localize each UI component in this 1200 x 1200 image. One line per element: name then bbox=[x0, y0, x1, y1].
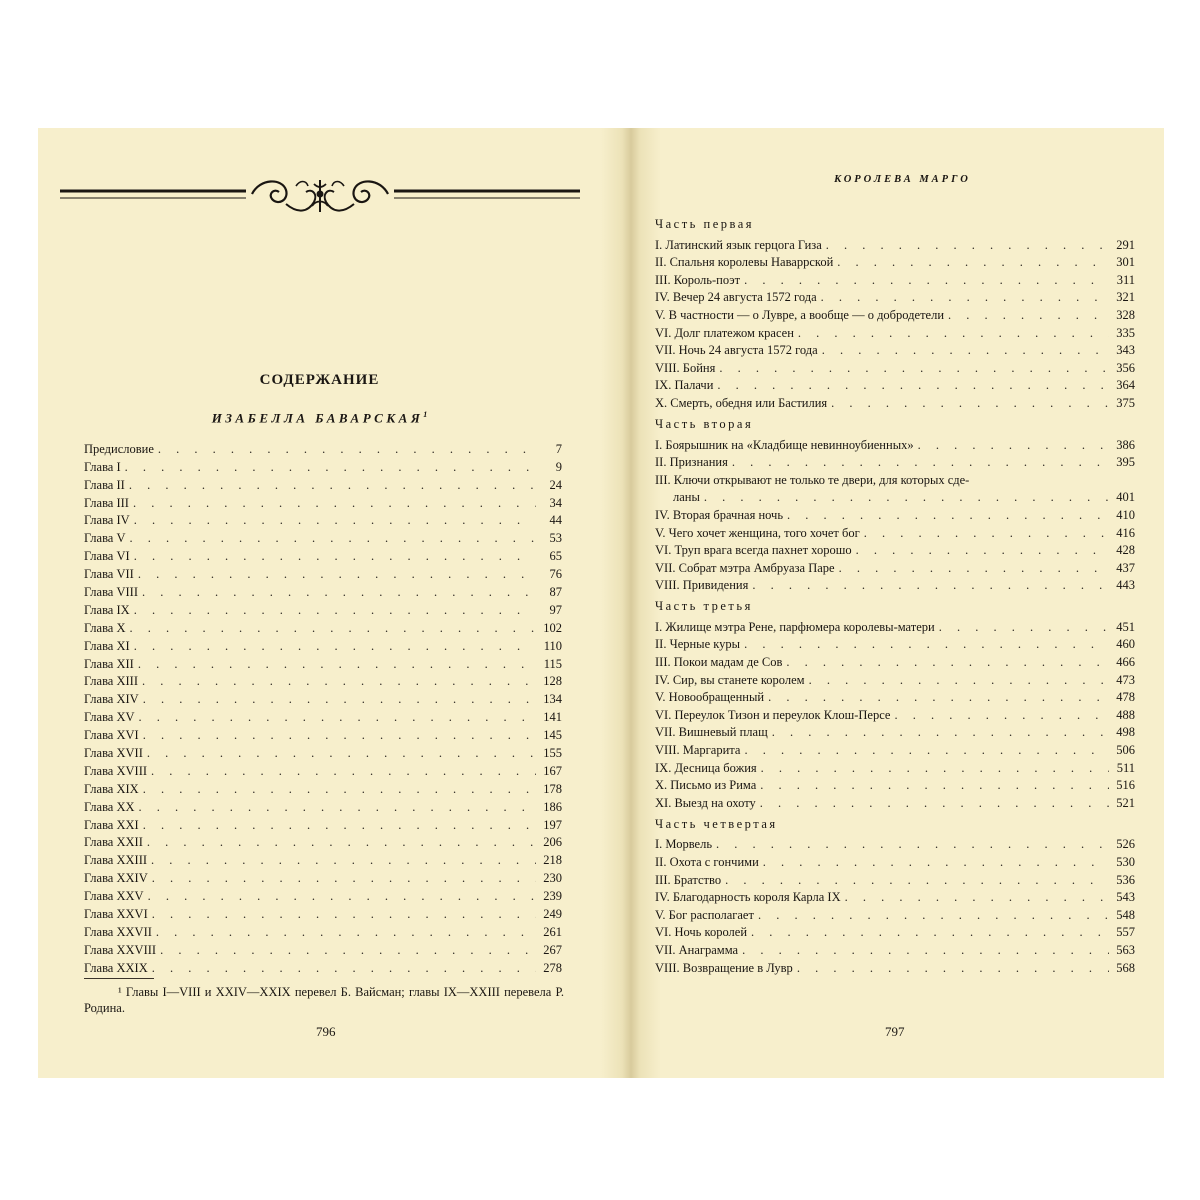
toc-entry-label: VIII. Маргарита bbox=[655, 743, 741, 758]
toc-entry-page: 206 bbox=[543, 835, 562, 850]
toc-entry bbox=[84, 724, 562, 742]
page-number-left: 796 bbox=[316, 1024, 336, 1039]
dot-leader bbox=[151, 764, 536, 778]
dot-leader bbox=[761, 761, 1109, 775]
toc-entry-page: 375 bbox=[1116, 395, 1135, 410]
toc-entry bbox=[655, 616, 1135, 634]
toc-entry-label: II. Спальня королевы Наваррской bbox=[655, 255, 834, 270]
dot-leader bbox=[160, 943, 536, 957]
toc-entry bbox=[655, 757, 1135, 775]
toc-entry bbox=[655, 357, 1135, 375]
toc-entry-page: 167 bbox=[543, 763, 562, 778]
dot-leader bbox=[760, 796, 1109, 810]
right-page bbox=[641, 128, 1164, 1078]
left-page bbox=[38, 128, 601, 1078]
toc-entry-page: 563 bbox=[1116, 942, 1135, 957]
dot-leader bbox=[798, 326, 1109, 340]
toc-entry bbox=[655, 869, 1135, 887]
toc-entry-page: 364 bbox=[1116, 378, 1135, 393]
toc-entry-label: Глава XXIV bbox=[84, 871, 148, 886]
toc-entry-label: Глава VII bbox=[84, 567, 134, 582]
dot-leader bbox=[130, 621, 536, 635]
toc-entry bbox=[655, 939, 1135, 957]
toc-entry-page: 451 bbox=[1116, 619, 1135, 634]
toc-entry-label: Глава XXV bbox=[84, 889, 144, 904]
toc-entry bbox=[655, 634, 1135, 652]
toc-entry-page: 249 bbox=[543, 907, 562, 922]
dot-leader bbox=[156, 925, 536, 939]
toc-entry-page: 301 bbox=[1116, 255, 1135, 270]
toc-entry-page: 291 bbox=[1116, 237, 1135, 252]
dot-leader bbox=[719, 361, 1109, 375]
toc-entry-label: Глава XX bbox=[84, 799, 135, 814]
toc-entry-page: 466 bbox=[1116, 655, 1135, 670]
toc-entry-page: 134 bbox=[543, 692, 562, 707]
dot-leader bbox=[152, 871, 536, 885]
dot-leader bbox=[143, 818, 536, 832]
dot-leader bbox=[918, 438, 1109, 452]
toc-entry bbox=[655, 434, 1135, 452]
toc-entry-page: 443 bbox=[1116, 578, 1135, 593]
dot-leader bbox=[732, 455, 1109, 469]
toc-entry-page: 44 bbox=[549, 513, 562, 528]
toc-entry-label: IV. Вторая брачная ночь bbox=[655, 507, 784, 522]
toc-entry-label: Глава XXVII bbox=[84, 924, 152, 939]
toc-entry-label: Глава IX bbox=[84, 602, 130, 617]
toc-entry-label: VIII. Привидения bbox=[655, 578, 749, 593]
toc-entry-label: Глава XXI bbox=[84, 817, 139, 832]
toc-entry-page: 335 bbox=[1116, 325, 1135, 340]
footnote-rule bbox=[84, 978, 154, 979]
toc-entry-page: 115 bbox=[543, 656, 562, 671]
toc-entry bbox=[655, 340, 1135, 358]
toc-entry-page: 536 bbox=[1116, 872, 1135, 887]
toc-entry-page: 267 bbox=[543, 942, 562, 957]
toc-entry-label: Глава XVIII bbox=[84, 763, 148, 778]
toc-entry-label: I. Жилище мэтра Рене, парфюмера королевы-матери bbox=[655, 619, 935, 634]
toc-entry-label: III. Ключи открывают не только те двери, для которых сде- bbox=[655, 472, 970, 487]
toc-entry-page: 473 bbox=[1116, 672, 1135, 687]
toc-entry-label: Глава XXIX bbox=[84, 960, 148, 975]
dot-leader bbox=[130, 531, 536, 545]
toc-entry-label: VII. Собрат мэтра Амбруаза Паре bbox=[655, 560, 835, 575]
dot-leader bbox=[744, 743, 1109, 757]
toc-entry-page: 102 bbox=[543, 620, 562, 635]
toc-entry-label: VI. Переулок Тизон и переулок Клош-Персе bbox=[655, 707, 891, 722]
dot-leader bbox=[894, 708, 1109, 722]
toc-title: СОДЕРЖАНИЕ bbox=[259, 372, 380, 388]
toc-entry-label: VIII. Возвращение в Лувр bbox=[655, 960, 793, 975]
dot-leader bbox=[147, 835, 536, 849]
toc-entry-label: Глава XXVIII bbox=[84, 942, 157, 957]
toc-entry-label: Глава V bbox=[84, 531, 126, 546]
toc-entry-label: I. Морвель bbox=[655, 837, 713, 852]
toc-entry-label: Глава II bbox=[84, 477, 125, 492]
toc-entry bbox=[655, 722, 1135, 740]
toc-entry-page: 110 bbox=[543, 638, 562, 653]
toc-entry-label: Глава XI bbox=[84, 638, 130, 653]
toc-entry-label: Глава XV bbox=[84, 710, 135, 725]
book-title-text: ИЗАБЕЛЛА БАВАРСКАЯ bbox=[211, 410, 424, 426]
toc-entry-label: I. Боярышник на «Кладбище невинноубиенных» bbox=[655, 437, 914, 452]
toc-entry-page: 343 bbox=[1116, 343, 1135, 358]
dot-leader bbox=[744, 637, 1109, 651]
toc-entry-page: 65 bbox=[549, 549, 562, 564]
dot-leader bbox=[845, 890, 1109, 904]
toc-entry bbox=[84, 510, 562, 528]
toc-entry-page: 521 bbox=[1116, 795, 1135, 810]
toc-entry-page: 239 bbox=[543, 889, 562, 904]
toc-entry-page: 278 bbox=[543, 960, 562, 975]
toc-entry bbox=[84, 885, 562, 903]
dot-leader bbox=[143, 692, 536, 706]
part-title: Часть третья bbox=[655, 599, 753, 614]
toc-entry bbox=[84, 832, 562, 850]
toc-entry bbox=[655, 957, 1135, 975]
toc-entry-page: 178 bbox=[543, 781, 562, 796]
toc-entry bbox=[84, 438, 562, 456]
dot-leader bbox=[856, 543, 1109, 557]
toc-entry-page: 488 bbox=[1116, 707, 1135, 722]
toc-entry-label: Глава XXVI bbox=[84, 907, 148, 922]
dot-leader bbox=[744, 273, 1109, 287]
dot-leader bbox=[151, 853, 536, 867]
toc-entry bbox=[655, 322, 1135, 340]
left-toc-list bbox=[84, 438, 562, 975]
dot-leader bbox=[134, 513, 536, 527]
dot-leader bbox=[158, 442, 536, 456]
dot-leader bbox=[142, 585, 536, 599]
toc-entry-label: Глава XVI bbox=[84, 728, 139, 743]
toc-entry-label: IV. Вечер 24 августа 1572 года bbox=[655, 290, 817, 305]
toc-entry-page: 395 bbox=[1116, 455, 1135, 470]
toc-entry-label: VIII. Бойня bbox=[655, 360, 716, 375]
dot-leader bbox=[864, 526, 1109, 540]
dot-leader bbox=[758, 908, 1109, 922]
dot-leader bbox=[752, 578, 1109, 592]
dot-leader bbox=[797, 961, 1109, 975]
dot-leader bbox=[139, 710, 536, 724]
dot-leader bbox=[139, 800, 536, 814]
dot-leader bbox=[839, 561, 1109, 575]
toc-entry bbox=[84, 921, 562, 939]
toc-entry bbox=[655, 834, 1135, 852]
toc-entry bbox=[84, 599, 562, 617]
toc-entry-page: 128 bbox=[543, 674, 562, 689]
toc-entry-label: VI. Труп врага всегда пахнет хорошо bbox=[655, 543, 852, 558]
toc-entry-label: IX. Десница божия bbox=[655, 760, 757, 775]
toc-entry-label: V. В частности — о Лувре, а вообще — о добродетели bbox=[655, 307, 945, 322]
dot-leader bbox=[134, 639, 536, 653]
book-spread bbox=[38, 128, 1164, 1078]
dot-leader bbox=[751, 925, 1109, 939]
footnote: ¹ Главы I—VIII и XXIV—XXIX перевел Б. Вайсман; главы IX—XXIII перевела Р. Родина. bbox=[84, 985, 564, 1015]
toc-entry-page: 410 bbox=[1116, 507, 1135, 522]
toc-entry-label: Глава XII bbox=[84, 656, 134, 671]
toc-entry-page: 428 bbox=[1116, 543, 1135, 558]
dot-leader bbox=[717, 378, 1109, 392]
dot-leader bbox=[147, 746, 536, 760]
toc-entry-page: 141 bbox=[543, 710, 562, 725]
toc-entry-label: Глава XIII bbox=[84, 674, 138, 689]
toc-entry-page: 24 bbox=[549, 477, 562, 492]
part-title: Часть первая bbox=[655, 217, 755, 231]
toc-entry-page: 401 bbox=[1116, 490, 1135, 505]
dot-leader bbox=[837, 255, 1109, 269]
toc-entry-label: III. Король-поэт bbox=[655, 272, 741, 287]
toc-entry bbox=[655, 739, 1135, 757]
dot-leader bbox=[133, 496, 536, 510]
toc-entry-page: 53 bbox=[549, 531, 562, 546]
toc-entry-page: 97 bbox=[549, 602, 562, 617]
toc-entry bbox=[84, 939, 562, 957]
toc-entry-page: 557 bbox=[1116, 925, 1135, 940]
toc-entry-label: III. Братство bbox=[655, 872, 722, 887]
toc-entry bbox=[84, 957, 562, 975]
page-number-right: 797 bbox=[885, 1024, 905, 1039]
toc-entry-page: 155 bbox=[543, 746, 562, 761]
toc-entry bbox=[84, 545, 562, 563]
dot-leader bbox=[152, 907, 536, 921]
dot-leader bbox=[704, 490, 1109, 504]
toc-entry bbox=[84, 492, 562, 510]
running-head: КОРОЛЕВА МАРГО bbox=[834, 174, 971, 185]
toc-entry-label: X. Смерть, обедня или Бастилия bbox=[655, 395, 828, 410]
toc-entry-label: Глава XVII bbox=[84, 746, 143, 761]
toc-entry-page: 511 bbox=[1116, 760, 1135, 775]
dot-leader bbox=[142, 674, 536, 688]
dot-leader bbox=[822, 343, 1109, 357]
toc-entry-label: Глава XXII bbox=[84, 835, 143, 850]
toc-entry-label: VII. Анаграмма bbox=[655, 942, 739, 957]
toc-entry bbox=[655, 792, 1135, 810]
toc-entry-page: 526 bbox=[1116, 837, 1135, 852]
toc-entry-label: Глава X bbox=[84, 620, 126, 635]
footnote-marker: 1 bbox=[423, 410, 428, 419]
toc-entry bbox=[84, 688, 562, 706]
toc-entry-label: II. Признания bbox=[655, 455, 728, 470]
toc-entry-label: VII. Вишневый плащ bbox=[655, 725, 768, 740]
toc-entry-label: IV. Сир, вы станете королем bbox=[655, 672, 805, 687]
dot-leader bbox=[831, 396, 1109, 410]
toc-entry bbox=[84, 456, 562, 474]
dot-leader bbox=[772, 725, 1109, 739]
toc-entry-label: X. Письмо из Рима bbox=[655, 778, 757, 793]
dot-leader bbox=[826, 238, 1109, 252]
dot-leader bbox=[138, 567, 536, 581]
toc-entry-label: XI. Выезд на охоту bbox=[655, 795, 756, 810]
toc-entry-page: 543 bbox=[1116, 890, 1135, 905]
toc-entry bbox=[655, 504, 1135, 522]
toc-entry bbox=[655, 452, 1135, 470]
toc-entry-page: 321 bbox=[1116, 290, 1135, 305]
toc-entry-page: 460 bbox=[1116, 637, 1135, 652]
toc-entry-label: III. Покои мадам де Сов bbox=[655, 655, 783, 670]
toc-entry-page: 568 bbox=[1116, 960, 1135, 975]
toc-entry-label: VII. Ночь 24 августа 1572 года bbox=[655, 343, 818, 358]
toc-entry-page: 416 bbox=[1116, 525, 1135, 540]
toc-entry-label: V. Бог располагает bbox=[655, 907, 754, 922]
toc-entry-label: IV. Благодарность короля Карла IX bbox=[655, 890, 841, 905]
dot-leader bbox=[143, 728, 536, 742]
toc-entry bbox=[84, 867, 562, 885]
toc-entry bbox=[655, 575, 1135, 593]
dot-leader bbox=[152, 961, 536, 975]
dot-leader bbox=[768, 690, 1109, 704]
dot-leader bbox=[138, 657, 536, 671]
toc-entry-page: 87 bbox=[549, 585, 562, 600]
toc-entry-label: Глава IV bbox=[84, 513, 130, 528]
toc-entry-label: II. Охота с гончими bbox=[655, 855, 759, 869]
toc-entry-label: VI. Долг платежом красен bbox=[655, 325, 794, 340]
dot-leader bbox=[148, 889, 536, 903]
dot-leader bbox=[786, 655, 1109, 669]
toc-entry bbox=[655, 392, 1135, 410]
toc-entry-page: 7 bbox=[555, 441, 562, 456]
toc-entry bbox=[655, 287, 1135, 305]
toc-entry-page: 478 bbox=[1116, 690, 1135, 705]
toc-entry-page: 356 bbox=[1116, 360, 1135, 375]
toc-entry-label: V. Чего хочет женщина, того хочет бог bbox=[655, 525, 860, 540]
dot-leader bbox=[763, 855, 1109, 869]
toc-entry bbox=[84, 474, 562, 492]
toc-entry bbox=[655, 887, 1135, 905]
toc-entry bbox=[655, 540, 1135, 558]
toc-entry bbox=[655, 234, 1135, 252]
toc-entry-page: 311 bbox=[1116, 272, 1135, 287]
toc-entry bbox=[655, 922, 1135, 940]
toc-entry bbox=[655, 775, 1135, 793]
toc-entry-label: Глава XXIII bbox=[84, 853, 148, 868]
toc-entry bbox=[655, 375, 1135, 393]
toc-entry bbox=[655, 704, 1135, 722]
toc-entry bbox=[84, 796, 562, 814]
toc-entry bbox=[84, 653, 562, 671]
dot-leader bbox=[821, 290, 1109, 304]
toc-entry bbox=[84, 849, 562, 867]
toc-entry-page: 186 bbox=[543, 799, 562, 814]
toc-entry bbox=[655, 669, 1135, 687]
part-title: Часть четвертая bbox=[655, 816, 778, 831]
toc-entry bbox=[655, 851, 1135, 869]
toc-entry bbox=[655, 557, 1135, 575]
dot-leader bbox=[787, 508, 1109, 522]
toc-entry bbox=[655, 252, 1135, 270]
dot-leader bbox=[134, 603, 536, 617]
toc-entry bbox=[655, 904, 1135, 922]
toc-entry bbox=[84, 617, 562, 635]
toc-entry-page: 386 bbox=[1116, 437, 1135, 452]
toc-entry-page: 548 bbox=[1116, 907, 1135, 922]
toc-entry-page: 498 bbox=[1116, 725, 1135, 740]
toc-entry-label: Глава III bbox=[84, 495, 129, 510]
toc-entry bbox=[655, 269, 1135, 287]
toc-entry bbox=[655, 522, 1135, 540]
dot-leader bbox=[716, 837, 1109, 851]
toc-entry-label: ланы bbox=[673, 490, 700, 505]
toc-entry bbox=[84, 760, 562, 778]
toc-entry bbox=[84, 778, 562, 796]
toc-entry bbox=[84, 563, 562, 581]
toc-entry bbox=[84, 635, 562, 653]
toc-entry-page: 437 bbox=[1116, 560, 1135, 575]
toc-entry bbox=[84, 706, 562, 724]
toc-entry-page: 145 bbox=[543, 728, 562, 743]
toc-entry-label: I. Латинский язык герцога Гиза bbox=[655, 237, 822, 252]
dot-leader bbox=[134, 549, 536, 563]
toc-entry-label: II. Черные куры bbox=[655, 637, 741, 652]
toc-entry bbox=[655, 687, 1135, 705]
toc-entry-label: Глава VI bbox=[84, 549, 130, 564]
dot-leader bbox=[760, 778, 1109, 792]
toc-entry bbox=[84, 671, 562, 689]
toc-entry-page: 76 bbox=[549, 567, 562, 582]
toc-entry bbox=[655, 469, 1135, 487]
toc-entry-page: 197 bbox=[543, 817, 562, 832]
dot-leader bbox=[143, 782, 536, 796]
toc-entry-page: 261 bbox=[543, 924, 562, 939]
ornament-divider bbox=[60, 174, 580, 218]
toc-entry-label: Глава I bbox=[84, 459, 121, 474]
right-toc-list bbox=[655, 210, 1135, 975]
dot-leader bbox=[725, 873, 1109, 887]
toc-entry-page: 506 bbox=[1116, 743, 1135, 758]
toc-entry-page: 34 bbox=[549, 495, 562, 510]
toc-entry-label: IX. Палачи bbox=[655, 378, 714, 393]
toc-entry-page: 230 bbox=[543, 871, 562, 886]
toc-entry bbox=[84, 742, 562, 760]
toc-entry-label: Глава VIII bbox=[84, 585, 138, 600]
dot-leader bbox=[125, 460, 536, 474]
toc-entry-label: Предисловие bbox=[84, 441, 154, 456]
toc-entry-label: Глава XIX bbox=[84, 781, 139, 796]
dot-leader bbox=[742, 943, 1109, 957]
toc-entry bbox=[655, 651, 1135, 669]
toc-entry bbox=[84, 581, 562, 599]
dot-leader bbox=[129, 478, 536, 492]
toc-entry-page: 9 bbox=[555, 459, 562, 474]
dot-leader bbox=[809, 673, 1109, 687]
toc-entry-page: 530 bbox=[1116, 855, 1135, 869]
dot-leader bbox=[948, 308, 1109, 322]
toc-entry bbox=[84, 527, 562, 545]
part-title: Часть вторая bbox=[655, 416, 754, 431]
toc-entry-label: V. Новообращенный bbox=[655, 690, 765, 705]
toc-entry bbox=[84, 903, 562, 921]
book-title bbox=[38, 410, 601, 426]
toc-entry-page: 218 bbox=[543, 853, 562, 868]
toc-entry bbox=[655, 487, 1135, 505]
toc-entry-page: 328 bbox=[1116, 307, 1135, 322]
toc-entry-label: VI. Ночь королей bbox=[655, 925, 748, 940]
toc-entry-page: 516 bbox=[1116, 778, 1135, 793]
dot-leader bbox=[939, 620, 1109, 634]
toc-entry bbox=[655, 304, 1135, 322]
toc-entry-label: Глава XIV bbox=[84, 692, 139, 707]
toc-entry bbox=[84, 814, 562, 832]
